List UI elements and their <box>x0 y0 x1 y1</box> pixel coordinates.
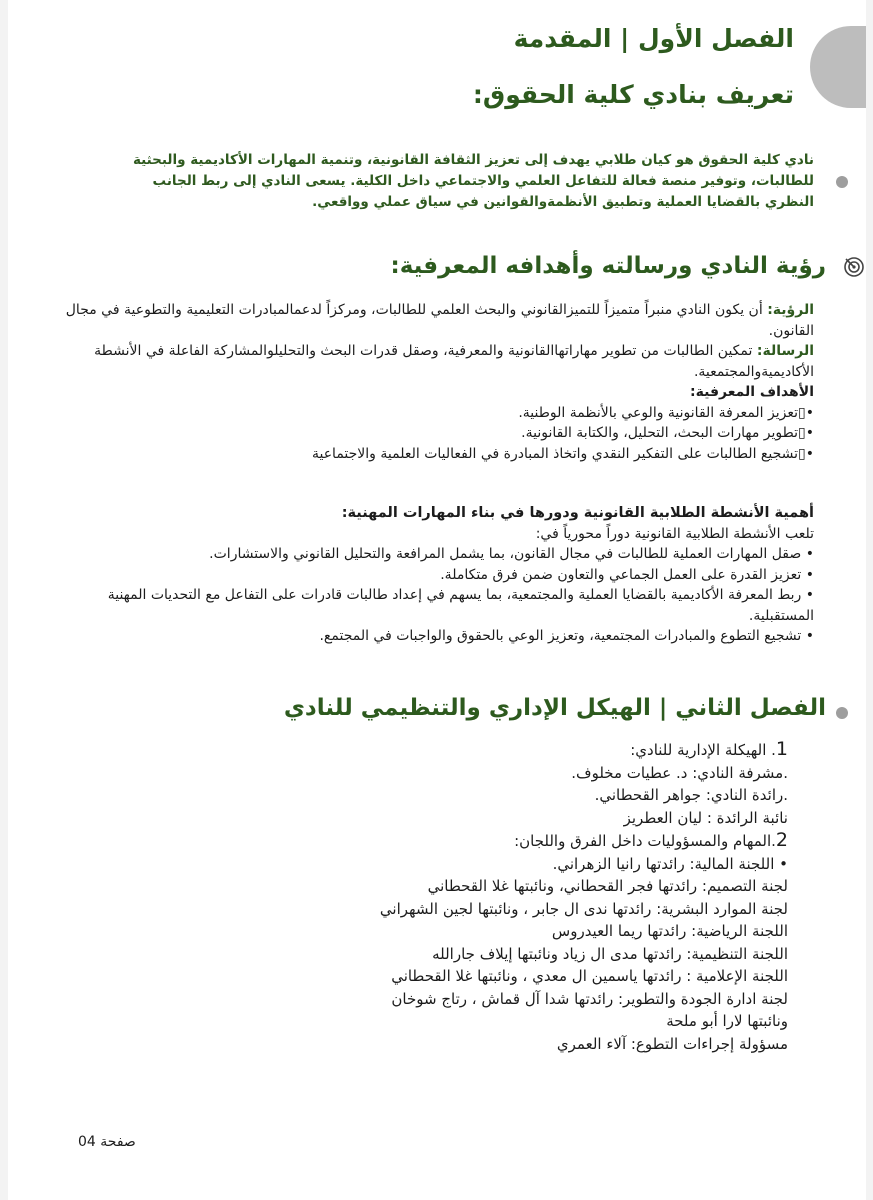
importance-section <box>52 503 814 647</box>
bullet-dot-icon <box>836 707 848 719</box>
leader-line: .رائدة النادي: جواهر القحطاني. <box>594 786 788 804</box>
goal-marker: ▯ <box>798 404 806 421</box>
importance-item: • ربط المعرفة الأكاديمية بالقضايا العملية والمجتمعية، بما يسهم في إعداد طالبات قادرات على التفاعل مع التحديات المهنية المستقبلية. <box>107 587 814 624</box>
sports-committee: اللجنة الرياضية: رائدتها ريما العيدروس <box>551 922 788 940</box>
page-number: صفحة 04 <box>78 1134 136 1150</box>
section-number: 2 <box>775 829 788 851</box>
supervisor-line: .مشرفة النادي: د. عطيات مخلوف. <box>571 763 788 782</box>
tasks-heading: 2.المهام والمسؤوليات داخل الفرق واللجان: <box>514 829 788 851</box>
goal-marker: ▯ <box>798 445 806 462</box>
goal-item: •▯تشجيع الطالبات على التفكير النقدي واتخاذ المبادرة في الفعاليات العلمية والاجتماعية <box>311 445 814 462</box>
mission-paragraph <box>52 341 814 382</box>
intro-paragraph: نادي كلية الحقوق هو كيان طلابي يهدف إلى تعزيز الثقافة القانونية، وتنمية المهارات الأكاديمية والبحثية للطالبات، وتوفير منصة فعالة للتفاعل العلمي والاجتماعي داخل الكلية. يسعى النادي إلى ربط الجانب النظري بالقضايا العملية وتطبيق الأنظمةوالقوانين في سياق عملي وواقعي. <box>132 152 814 210</box>
vision-section-title: رؤية النادي ورسالته وأهدافه المعرفية: <box>390 253 826 279</box>
vision-paragraph <box>52 300 814 341</box>
vision-text: أن يكون النادي منبراً متميزاً للتميزالقانوني والبحث العلمي للطالبات، ومركزاً لدعمالمبادرات التعليمية والتطوعية في مجال القانون. <box>65 302 814 339</box>
goal-item: •▯تعزيز المعرفة القانونية والوعي بالأنظمة الوطنية. <box>518 404 814 421</box>
goals-label: الأهداف المعرفية: <box>690 384 814 400</box>
importance-item: • صقل المهارات العملية للطالبات في مجال القانون، بما يشمل المرافعة والتحليل القانوني والاستشارات. <box>209 546 814 562</box>
quality-deputy: ونائبتها لارا أبو ملحة <box>666 1012 788 1030</box>
goal-marker: ▯ <box>798 425 806 441</box>
bullet-dot-icon <box>836 176 848 188</box>
vision-label: الرؤية: <box>767 302 814 318</box>
importance-item: • تشجيع التطوع والمبادرات المجتمعية، وتعزيز الوعي بالحقوق والواجبات في المجتمع. <box>319 628 814 644</box>
volunteer-officer: مسؤولة إجراءات التطوع: آلاء العمري <box>556 1034 788 1053</box>
hr-committee: لجنة الموارد البشرية: رائدتها ندى ال جابر ، ونائبتها لجين الشهراني <box>379 899 788 918</box>
page-edge-decoration <box>810 26 866 108</box>
chapter1-subtitle: تعريف بنادي كلية الحقوق: <box>472 80 794 109</box>
importance-title: أهمية الأنشطة الطلابية القانونية ودورها في بناء المهارات المهنية: <box>341 505 814 521</box>
vision-mission-goals <box>52 300 814 464</box>
chapter1-title: الفصل الأول | المقدمة <box>513 24 794 53</box>
section-number: 1 <box>775 738 788 760</box>
admin-heading: 1. الهيكلة الإدارية للنادي: <box>630 738 788 760</box>
organizing-committee: اللجنة التنظيمية: رائدتها مدى ال زياد ونائبتها إيلاف جارالله <box>432 944 788 963</box>
finance-committee: • اللجنة المالية: رائدتها رانيا الزهراني. <box>552 854 788 873</box>
org-structure <box>228 738 788 1055</box>
mission-label: الرسالة: <box>756 343 814 359</box>
design-committee: لجنة التصميم: رائدتها فجر القحطاني، ونائبتها غلا القحطاني <box>427 877 788 895</box>
quality-committee: لجنة ادارة الجودة والتطوير: رائدتها شدا آل قماش ، رتاج شوخان <box>391 989 788 1008</box>
deputy-line: نائبة الرائدة : ليان العطريز <box>623 808 788 827</box>
media-committee: اللجنة الإعلامية : رائدتها ياسمين ال معدي ، ونائبتها غلا القحطاني <box>391 967 788 985</box>
goal-item: •▯تطوير مهارات البحث، التحليل، والكتابة القانونية. <box>521 425 814 441</box>
importance-lead: تلعب الأنشطة الطلابية القانونية دوراً محورياً في: <box>535 525 814 542</box>
mission-text: تمكين الطالبات من تطوير مهاراتهاالقانونية والمعرفية، وصقل قدرات البحث والتحليلوالمشاركة الفاعلة في الأنشطة الأكاديميةوالمجتمعية. <box>94 343 814 380</box>
target-icon <box>843 256 865 278</box>
document-page <box>8 0 866 1200</box>
importance-item: • تعزيز القدرة على العمل الجماعي والتعاون ضمن فرق متكاملة. <box>440 566 814 583</box>
chapter2-title: الفصل الثاني | الهيكل الإداري والتنظيمي للنادي <box>283 695 826 721</box>
